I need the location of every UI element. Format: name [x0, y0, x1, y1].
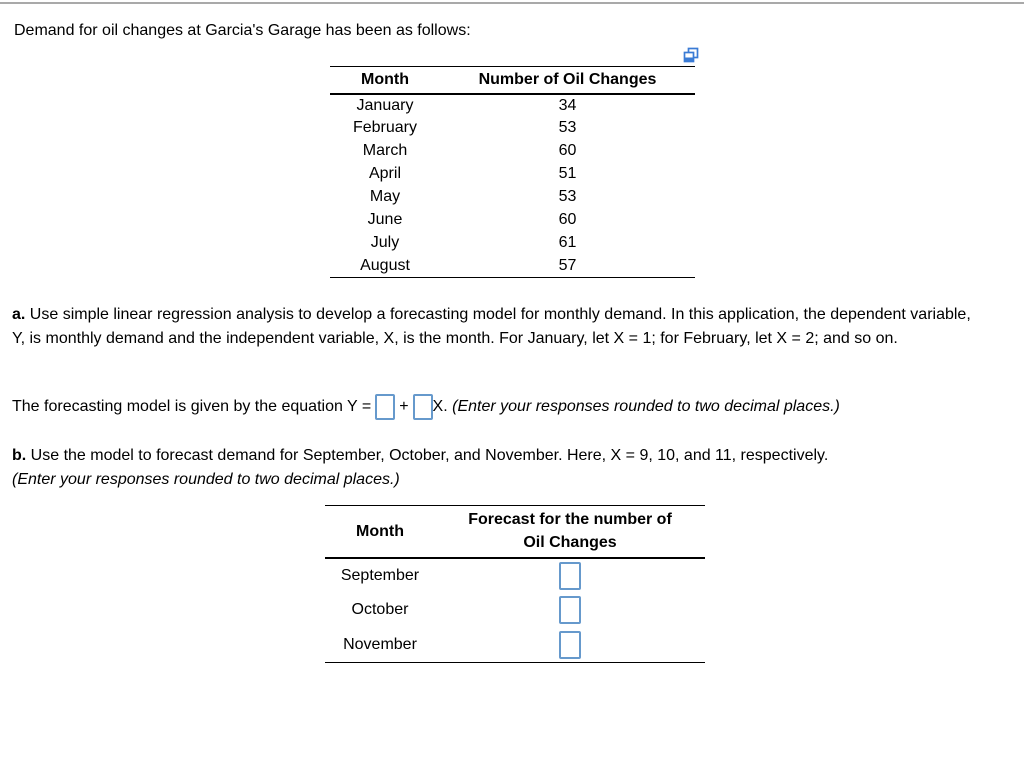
month-cell: September	[340, 566, 420, 584]
september-forecast-input[interactable]	[559, 562, 581, 590]
column-header-oil-changes: Number of Oil Changes	[440, 67, 695, 94]
month-cell: November	[343, 635, 417, 653]
intercept-input[interactable]	[375, 394, 395, 420]
month-cell: January	[356, 96, 414, 114]
part-b-text	[12, 444, 980, 492]
month-cell: June	[367, 211, 403, 228]
column-header-month: Month	[325, 506, 435, 558]
table-header-row	[325, 506, 705, 558]
column-header-forecast	[435, 506, 705, 558]
plus-sign: +	[399, 398, 409, 415]
table-row	[325, 558, 705, 593]
value-cell: 60	[558, 142, 577, 159]
part-a-label: a.	[12, 306, 26, 323]
part-b-label: b.	[12, 447, 27, 464]
intro-text: Demand for oil changes at Garcia's Garage has been as follows:	[14, 22, 471, 39]
value-cell: 34	[558, 96, 577, 114]
part-b-body: Use the model to forecast demand for September, October, and November. Here, X = 9, 10, and 11, respectively.	[30, 447, 829, 464]
table-row	[330, 232, 695, 255]
month-cell: April	[368, 165, 401, 182]
table-row	[330, 117, 695, 140]
table-row	[330, 163, 695, 186]
november-forecast-input[interactable]	[559, 631, 581, 659]
slope-input[interactable]	[413, 394, 433, 420]
equation-prefix: The forecasting model is given by the equation Y =	[12, 398, 372, 415]
part-a-body: Use simple linear regression analysis to develop a forecasting model for monthly demand. In this application, the dependent variable, Y, is monthly demand and the independent variable, X, is the month. For January, let X = 1; for February, let X = 2; and so on.	[12, 306, 971, 347]
popout-icon[interactable]	[683, 47, 699, 63]
table-row	[330, 186, 695, 209]
october-forecast-input[interactable]	[559, 596, 581, 624]
oil-changes-table-wrap	[330, 66, 695, 278]
value-cell: 60	[558, 211, 577, 228]
value-cell: 57	[558, 256, 577, 274]
oil-changes-table	[330, 66, 695, 278]
table-row	[325, 628, 705, 663]
month-cell: July	[370, 234, 400, 251]
month-cell: October	[351, 601, 409, 618]
table-row	[325, 593, 705, 628]
table-header-row	[330, 67, 695, 94]
month-cell: May	[369, 188, 401, 205]
forecast-cell	[435, 628, 705, 663]
value-cell: 61	[558, 234, 577, 251]
table-row	[330, 94, 695, 117]
forecast-cell	[435, 593, 705, 628]
month-cell: February	[352, 119, 418, 136]
table-row	[330, 255, 695, 278]
part-b-note: (Enter your responses rounded to two decimal places.)	[12, 471, 400, 488]
forecast-equation-line	[12, 392, 840, 422]
month-cell: March	[362, 142, 408, 159]
forecast-table-wrap	[325, 505, 705, 663]
forecast-table	[325, 505, 705, 663]
value-cell: 53	[558, 188, 577, 205]
value-cell: 51	[558, 165, 577, 182]
top-divider	[0, 2, 1024, 4]
value-cell: 53	[558, 119, 577, 136]
part-a-note: (Enter your responses rounded to two decimal places.)	[452, 398, 840, 415]
part-a-text	[12, 303, 980, 351]
column-header-forecast-text: Forecast for the number of Oil Changes	[468, 511, 672, 552]
forecast-cell	[435, 558, 705, 593]
table-row	[330, 209, 695, 232]
column-header-month: Month	[330, 67, 440, 94]
x-label: X.	[432, 398, 448, 415]
popout-icon-glyph	[683, 47, 699, 63]
table-row	[330, 140, 695, 163]
month-cell: August	[360, 256, 410, 274]
